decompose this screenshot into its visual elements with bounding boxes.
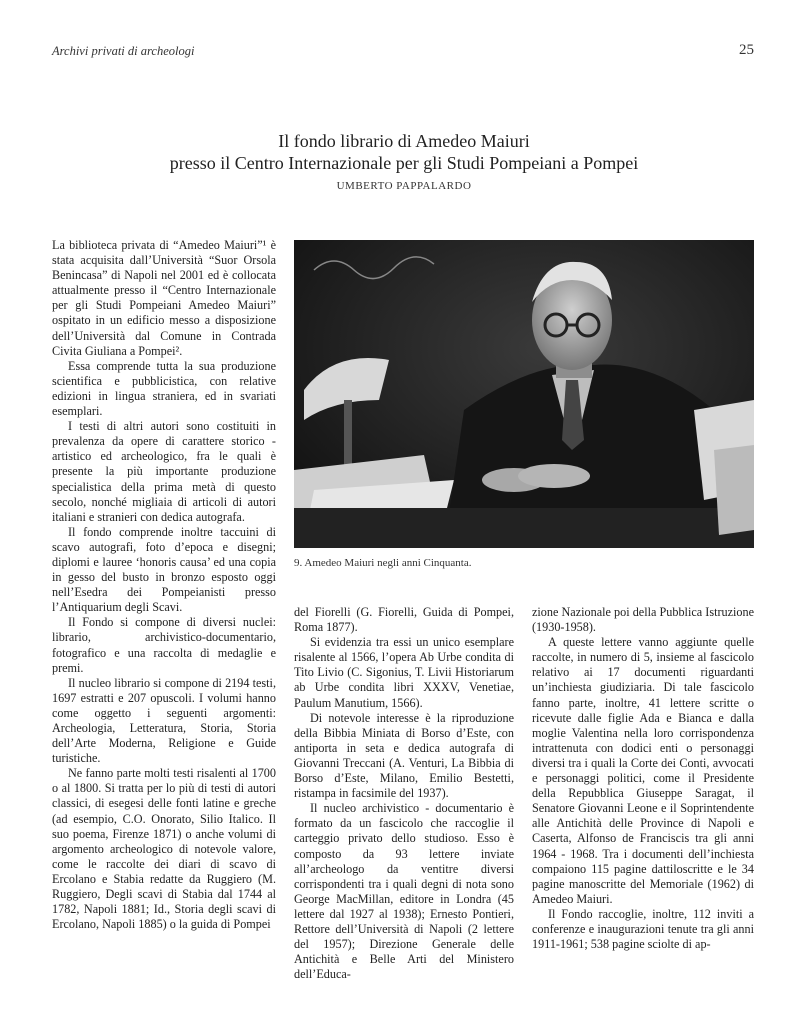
- paragraph: Il Fondo si compone di diversi nuclei: librario, archivistico-documentario, fotografico e una raccolta di medaglie e premi.: [52, 615, 276, 675]
- article-title: [0, 130, 808, 174]
- paragraph: A queste lettere vanno aggiunte quelle raccolte, in numero di 5, insieme al fascicolo relativo ai 17 documenti riguardanti un’inchiesta giudiziaria. Di tale fascicolo fanno parte, inoltre, 41 lettere scritte o ricevute dalle figlie Ada e Bianca e dalla moglie Valentina nella loro corrispondenza intrattenuta con dodici enti o personaggi diversi tra i quali la Corte dei Conti, avvocati e personaggi politici, come il Presidente della Repubblica Giuseppe Saragat, il Senatore Giovanni Leone e il Soprintendente alle Antichità delle Province di Napoli e Caserta, Alfonso de Franciscis tra gli anni 1964 - 1968. Tra i documenti dell’inchiesta compaiono 115 pagine dattiloscritte e le 34 pagine manoscritte del Memoriale (1962) di Amedeo Maiuri.: [532, 635, 754, 906]
- figure-caption: 9. Amedeo Maiuri negli anni Cinquanta.: [294, 557, 472, 569]
- paragraph: Il nucleo librario si compone di 2194 testi, 1697 estratti e 207 opuscoli. I volumi hanno come oggetto i seguenti argomenti: Archeologia, Letteratura, Storia, Storia dell’Arte Moderna, Religione e Guide turistiche.: [52, 675, 276, 766]
- page-number: 25: [739, 42, 754, 58]
- text-column-2: [294, 605, 514, 982]
- paragraph: Si evidenzia tra essi un unico esemplare risalente al 1566, l’opera Ab Urbe condita di Tito Livio (C. Sigonius, T. Livii Historiarum ab Urbe condita libri XXXV, Venetiae, Paulum Manutium, 1566).: [294, 635, 514, 710]
- title-line-2: presso il Centro Internazionale per gli Studi Pompeiani a Pompei: [169, 153, 639, 173]
- paragraph: Essa comprende tutta la sua produzione scientifica e pubblicistica, con relative edizioni in lingua straniera, ed in svariati esemplari.: [52, 358, 276, 419]
- portrait-photo: [294, 240, 754, 548]
- photo-illustration: [294, 240, 754, 548]
- paragraph: Di notevole interesse è la riproduzione della Bibbia Miniata di Borso d’Este, con antiporta in seta e dedica autografa di Giovanni Treccani (A. Venturi, La Bibbia di Borso d’Este, Milano, Emilio Bestetti, ristampa in facsimile del 1937).: [294, 710, 514, 801]
- paragraph: Il Fondo raccoglie, inoltre, 112 inviti a conferenze e inaugurazioni tenute tra gli anni 1911-1961; 538 pagine sciolte di ap-: [532, 906, 754, 952]
- paragraph: del Fiorelli (G. Fiorelli, Guida di Pompei, Roma 1877).: [294, 605, 514, 635]
- text-column-1: [52, 238, 276, 932]
- running-title: Archivi privati di archeologi: [52, 44, 195, 58]
- paragraph: Il nucleo archivistico - documentario è formato da un fascicolo che raccoglie il carteggio privato dello studioso. Esso è composto da 93 lettere inviate all’archeologo da ventitre diversi corrispondenti tra i quali degni di nota sono George MacMillan, editore in Londra (45 lettere dal 1927 al 1938); Ernesto Pontieri, Rettore dell’Università di Napoli (2 lettere del 1957); Direzione Generale delle Antichità e Belle Arti del Ministero dell’Educa-: [294, 801, 514, 982]
- paragraph: Il fondo comprende inoltre taccuini di scavo autografi, foto d’epoca e disegni; diplomi e lauree ‘honoris causa’ ed una copia in gesso del busto in bronzo esposto oggi nell’Esedra dei Pompeianisti presso l’Antiquarium degli Scavi.: [52, 524, 276, 615]
- paragraph: La biblioteca privata di “Amedeo Maiuri”¹ è stata acquisita dall’Università “Suor Orsola Benincasa” di Napoli nel 2001 ed è collocata attualmente presso il “Centro Internazionale per gli Studi Pompeiani Amedeo Maiuri” ospitato in un edificio messo a disposizione dell’Università dal Comune in Contrada Civita Giuliana a Pompei².: [52, 238, 276, 358]
- text-column-3: [532, 605, 754, 952]
- paragraph: I testi di altri autori sono costituiti in prevalenza da opere di carattere storico - artistico ed archeologico, fra le quali è presente la più importante produzione specialistica della prima metà di questo secolo, nonché migliaia di articoli di autori italiani e stranieri con dedica autografa.: [52, 419, 276, 524]
- title-line-1: Il fondo librario di Amedeo Maiuri: [278, 131, 530, 151]
- article-author: UMBERTO PAPPALARDO: [336, 180, 472, 192]
- paragraph: zione Nazionale poi della Pubblica Istruzione (1930-1958).: [532, 605, 754, 635]
- paragraph: Ne fanno parte molti testi risalenti al 1700 o al 1800. Si tratta per lo più di testi di autori classici, di esegesi delle fonti latine e greche (ad esempio, C.O. Onorato, Silio Italico. Il suo poema, Firenze 1871) o anche volumi di argomento archeologico di notevole valore, come le raccolte dei diari di scavo di Ercolano e Stabia redatte da Ruggiero (M. Ruggiero, Degli scavi di Stabia dal 1744 al 1782, Napoli 1881; Id., Storia degli scavi di Ercolano, Napoli 1885) o la guida di Pompei: [52, 766, 276, 932]
